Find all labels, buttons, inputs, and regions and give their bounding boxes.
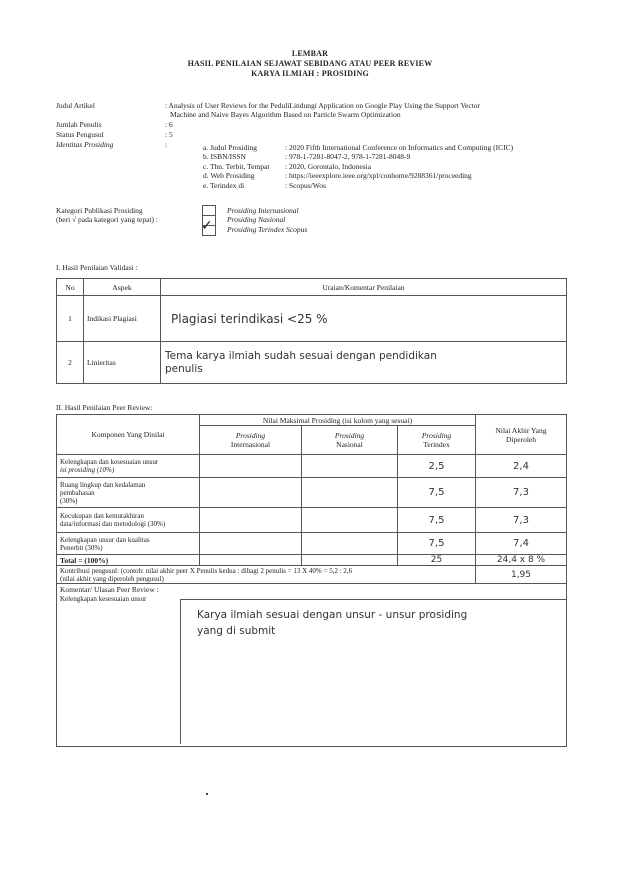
kategori-label: Kategori Publikasi Prosiding	[56, 206, 143, 215]
table-row	[57, 478, 567, 508]
header-akhir-1: Nilai Akhir Yang	[495, 425, 547, 435]
status-value: : 5	[165, 130, 173, 139]
validasi-row-2-komentar-cont: penulis	[165, 362, 203, 375]
row-1-komponen-1: Kelengkapan dan kesesuaian unsur	[60, 458, 159, 466]
identitas-colon: :	[165, 140, 168, 149]
validasi-row-1-aspek: Indikasi Plagiasi	[84, 296, 161, 342]
judul-label: Judul Artikel	[56, 101, 95, 110]
table-row	[57, 533, 567, 555]
komentar-label: Komentar/ Ulasan Peer Review :	[57, 584, 567, 595]
validasi-header-aspek: Aspek	[84, 279, 161, 296]
check-mark-icon: ✓	[201, 218, 213, 234]
kategori-option-internasional: Prosiding Internasional	[227, 206, 299, 215]
row-4-komponen-2: Penerbit (30%)	[60, 543, 103, 552]
peer-review-table	[56, 414, 567, 747]
komentar-sub-label: Kelengkapan kesesuaian unsur	[60, 594, 147, 603]
identitas-e-value: : Scopus/Wos	[285, 181, 326, 190]
header-komponen: Komponen Yang Dinilai	[57, 415, 200, 455]
page-dot	[206, 793, 208, 795]
validasi-table	[56, 278, 567, 384]
identitas-d-value: : https://ieeexplore.ieee.org/xpl/conhome/9288361/proceeding	[285, 171, 472, 180]
identitas-c-value: : 2020, Gorontalo, Indonesia	[285, 162, 372, 171]
identitas-b-label: b. ISBN/ISSN	[203, 152, 246, 161]
row-1-terindex: 2,5	[428, 460, 445, 472]
kontribusi-text-1: Kontribusi pengusul: (contoh: nilai akhir peer X Penulis kedua : dibagi 2 penulis = 13 X 40% = 5,2 : 2,6	[60, 566, 353, 575]
title-line-3: KARYA ILMIAH : PROSIDING	[251, 69, 369, 78]
identitas-d-label: d. Web Prosiding	[203, 171, 255, 180]
row-1-akhir: 2,4	[513, 460, 529, 472]
row-3-terindex: 7,5	[428, 514, 445, 526]
title-line-1: LEMBAR	[291, 49, 329, 58]
kontribusi-row	[57, 566, 567, 584]
kategori-option-scopus: Prosiding Terindex Scopus	[227, 225, 308, 234]
row-3-komponen-1: Kecukupan dan kemutakhiran	[60, 512, 144, 520]
identitas-c-label: c. Thn. Terbit, Tempat	[203, 162, 270, 171]
judul-value-2: Machine and Naive Bayes Algorithm Based on Particle Swarm Optimization	[170, 110, 401, 119]
row-3-akhir: 7,3	[513, 514, 529, 526]
komentar-text-1: Karya ilmiah sesuai dengan unsur - unsur prosiding	[197, 608, 468, 621]
komentar-box	[180, 599, 567, 744]
jumlah-label: Jumlah Penulis	[56, 120, 102, 129]
kategori-instruction: (beri √ pada kategori yang tepat) :	[56, 215, 158, 224]
kontribusi-value: 1,95	[510, 569, 532, 580]
total-label: Total = (100%)	[57, 555, 200, 566]
identitas-b-value: : 978-1-7281-8047-2, 978-1-7281-8048-9	[285, 152, 411, 161]
row-4-terindex: 7,5	[428, 538, 445, 549]
row-4-komponen-1: Kelengkapan unsur dan kualitas	[60, 535, 150, 544]
header-terindex-2: Terindex	[423, 440, 450, 449]
row-2-terindex: 7,5	[428, 487, 445, 498]
row-2-komponen-1: Ruang lingkup dan kedalaman	[60, 480, 146, 489]
identitas-label: Identitas Prosiding	[56, 140, 114, 149]
validasi-row-2-aspek: Linieritas	[84, 342, 161, 384]
row-2-komponen-2: pembahasan	[60, 488, 95, 497]
validasi-header-uraian: Uraian/Komentar Penilaian	[161, 279, 567, 296]
kontribusi-text-2: (nilai akhir yang diperoleh pengusul)	[60, 574, 164, 583]
validasi-row-2-no: 2	[57, 342, 84, 384]
header-internasional-2: Internasional	[230, 440, 271, 449]
identitas-a-label: a. Judul Prosiding	[203, 143, 257, 152]
table-row	[57, 455, 567, 478]
header-terindex-1: Prosiding	[421, 431, 452, 440]
identitas-e-label: e. Terindex di	[203, 181, 245, 190]
komentar-text-2: yang di submit	[197, 624, 276, 637]
kategori-option-nasional: Prosiding Nasional	[227, 215, 286, 224]
total-akhir: 24,4 x 8 %	[496, 555, 546, 565]
row-3-komponen-2: data/informasi dan metodologi (30%)	[60, 520, 166, 528]
header-internasional-1: Prosiding	[235, 431, 266, 440]
total-terindex: 25	[430, 555, 443, 565]
status-label: Status Pengusul	[56, 130, 104, 139]
row-2-akhir: 7,3	[513, 487, 529, 498]
jumlah-value: : 6	[165, 120, 173, 129]
table-row	[57, 508, 567, 533]
section2-title: II. Hasil Penilaian Peer Review:	[56, 403, 153, 412]
header-nasional-2: Nasional	[336, 440, 363, 449]
validasi-row-1-no: 1	[57, 296, 84, 342]
identitas-a-value: : 2020 Fifth International Conference on Informatics and Computing (ICIC)	[285, 143, 514, 152]
validasi-row	[57, 296, 567, 342]
total-row	[57, 555, 567, 566]
section1-title: I. Hasil Penilaian Validasi :	[56, 263, 138, 272]
validasi-header-no: No	[57, 279, 84, 296]
row-4-akhir: 7,4	[513, 538, 529, 549]
validasi-row-2-komentar: Tema karya ilmiah sudah sesuai dengan pendidikan	[165, 349, 437, 362]
title-line-2: HASIL PENILAIAN SEJAWAT SEBIDANG ATAU PEER REVIEW	[187, 59, 433, 68]
validasi-row	[57, 342, 567, 384]
row-2-komponen-3: (30%)	[60, 496, 78, 505]
row-1-komponen-2: isi prosiding (10%)	[60, 466, 115, 474]
header-nasional-1: Prosiding	[334, 431, 365, 440]
header-akhir-2: Diperoleh	[506, 434, 536, 444]
validasi-row-1-komentar: Plagiasi terindikasi <25 %	[171, 311, 328, 326]
judul-value-1: : Analysis of User Reviews for the PeduliLindungi Application on Google Play Using the Support Vector	[165, 101, 481, 110]
header-nilai-maks: Nilai Maksimal Prosiding (isi kolom yang sesuai)	[200, 415, 476, 426]
